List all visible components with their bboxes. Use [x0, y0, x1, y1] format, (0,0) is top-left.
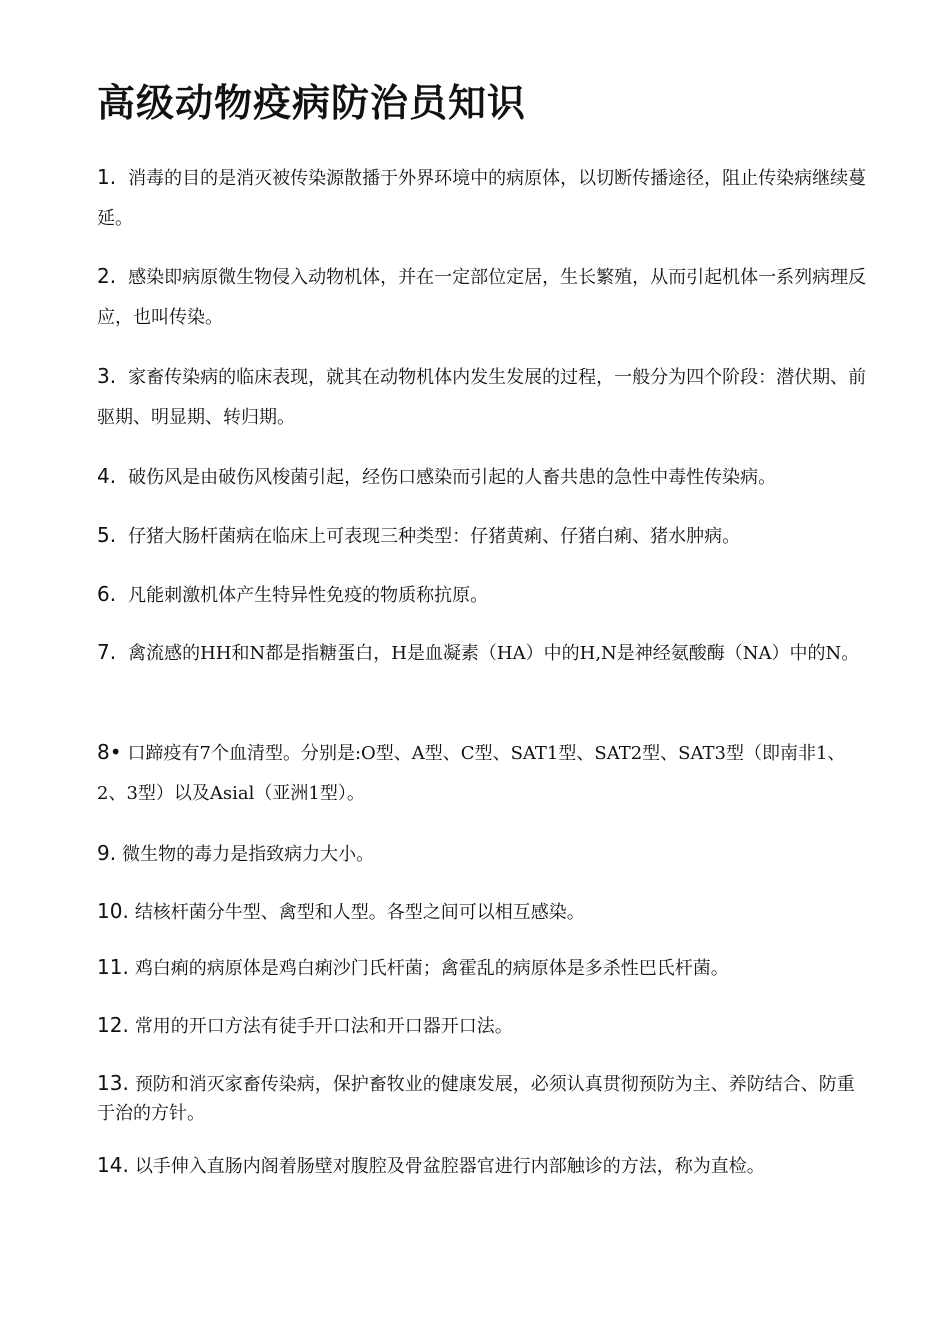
item-number: 6. — [97, 582, 117, 606]
list-item — [97, 632, 867, 674]
item-number: 10. — [97, 899, 129, 923]
item-text: 口蹄疫有7个血清型。分别是:O型、A型、C型、SAT1型、SAT2型、SAT3型（即南非1、2、3型）以及Asial（亚洲1型）。 — [97, 743, 846, 804]
list-item — [97, 732, 867, 814]
item-number: 1. — [97, 165, 117, 189]
item-text: 鸡白痢的病原体是鸡白痢沙门氏杆菌；禽霍乱的病原体是多杀性巴氏杆菌。 — [134, 958, 729, 979]
item-text: 家畜传染病的临床表现，就其在动物机体内发生发展的过程，一般分为四个阶段：潜伏期、前驱期、明显期、转归期。 — [97, 367, 867, 428]
list-item — [97, 1145, 867, 1187]
list-item — [97, 515, 867, 557]
item-text: 仔猪大肠杆菌病在临床上可表现三种类型：仔猪黄痢、仔猪白痢、猪水肿病。 — [128, 526, 741, 547]
item-text: 以手伸入直肠内阁着肠壁对腹腔及骨盆腔器官进行内部触诊的方法，称为直检。 — [134, 1156, 765, 1177]
item-number: 5. — [97, 523, 117, 547]
item-number: 3. — [97, 364, 117, 388]
item-text: 常用的开口方法有徒手开口法和开口器开口法。 — [134, 1016, 513, 1037]
list-item — [97, 256, 867, 338]
list-item — [97, 833, 867, 875]
item-number: 13. — [97, 1071, 129, 1095]
item-text: 凡能刺激机体产生特异性免疫的物质称抗原。 — [128, 585, 489, 606]
list-item — [97, 891, 867, 933]
item-number: 4. — [97, 464, 117, 488]
item-text: 禽流感的HH和N都是指糖蛋白，H是血凝素（HA）中的H,N是神经氨酸酶（NA）中的N。 — [128, 643, 860, 664]
item-number: 7. — [97, 640, 117, 664]
list-item — [97, 456, 887, 498]
item-text: 结核杆菌分牛型、禽型和人型。各型之间可以相互感染。 — [134, 902, 585, 923]
list-item — [97, 1005, 867, 1047]
item-number: 11. — [97, 955, 129, 979]
list-item — [97, 1069, 867, 1128]
item-text: 预防和消灭家畜传染病，保护畜牧业的健康发展，必须认真贯彻预防为主、养防结合、防重于治的方针。 — [97, 1074, 855, 1124]
list-item — [97, 574, 867, 616]
list-item — [97, 356, 867, 438]
item-text: 感染即病原微生物侵入动物机体，并在一定部位定居，生长繁殖，从而引起机体一系列病理反应，也叫传染。 — [97, 267, 867, 328]
item-number: 8• — [97, 740, 122, 764]
item-number: 12. — [97, 1013, 129, 1037]
item-text: 破伤风是由破伤风梭菌引起，经伤口感染而引起的人畜共患的急性中毒性传染病。 — [128, 467, 777, 488]
item-text: 消毒的目的是消灭被传染源散播于外界环境中的病原体，以切断传播途径，阻止传染病继续蔓延。 — [97, 168, 867, 229]
item-number: 9. — [97, 841, 117, 865]
list-item — [97, 157, 867, 239]
item-number: 2. — [97, 264, 117, 288]
page-title: 高级动物疫病防治员知识 — [97, 81, 527, 125]
item-text: 微生物的毒力是指致病力大小。 — [122, 844, 375, 865]
item-number: 14. — [97, 1153, 129, 1177]
list-item — [97, 947, 867, 989]
